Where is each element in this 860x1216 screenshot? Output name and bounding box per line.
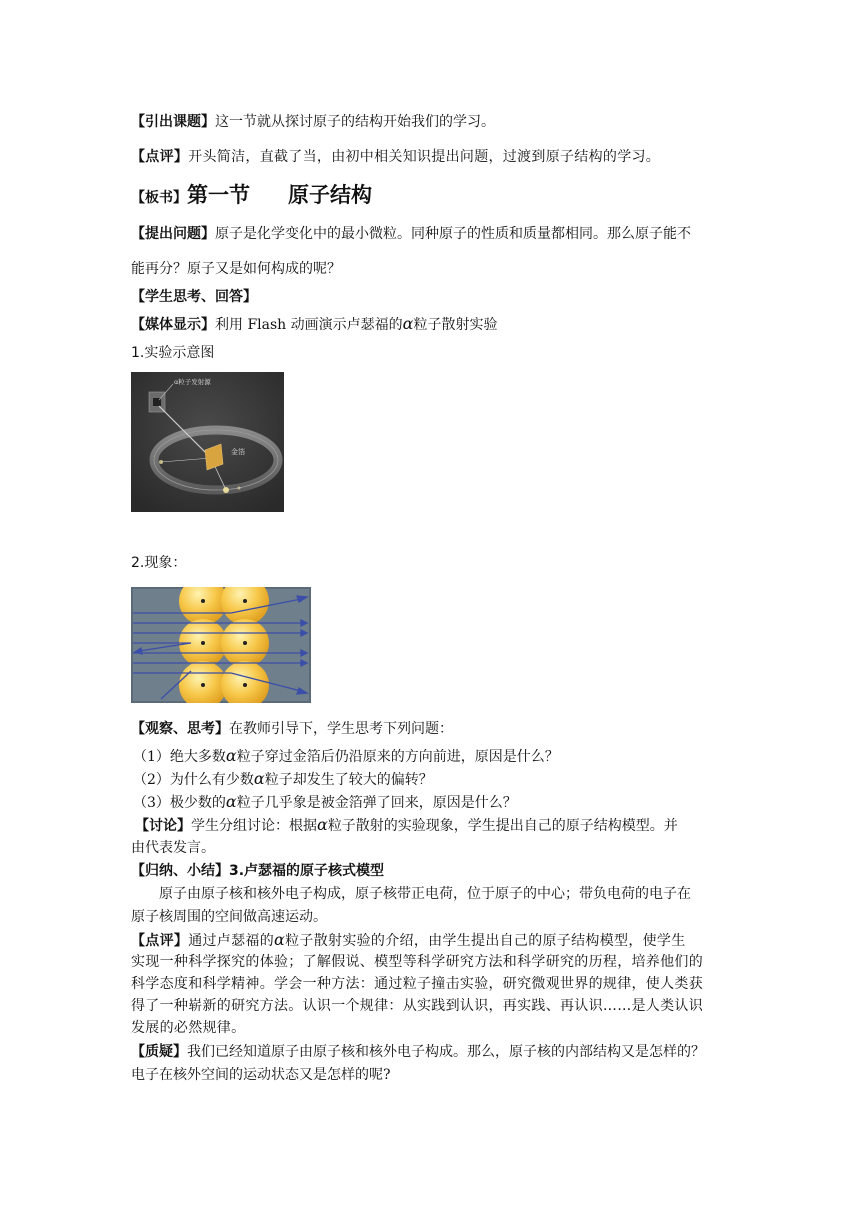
figure-2-caption	[131, 553, 731, 573]
discussion-after: 粒子散射的实验现象，学生提出自己的原子结构模型。并	[327, 818, 678, 834]
summary-heading	[131, 861, 731, 881]
label-board: 【板书】	[131, 190, 187, 206]
student-answer-heading	[131, 287, 731, 307]
discussion-paragraph	[135, 815, 735, 836]
doubt-line-1: 我们已经知道原子由原子核和核外电子构成。那么，原子核的内部结构又是怎样的？	[187, 1044, 705, 1060]
phenomenon-diagram-image	[131, 587, 311, 703]
label-media: 【媒体显示】	[131, 317, 215, 333]
discussion-alpha: α	[317, 815, 328, 834]
label-intro: 【引出课题】	[131, 114, 215, 130]
discussion-before: 学生分组讨论：根据	[191, 818, 317, 834]
label-doubt: 【质疑】	[131, 1044, 187, 1060]
q2-number: （2）	[133, 772, 170, 788]
label-comment-2: 【点评】	[131, 933, 189, 949]
section-title: 原子结构	[288, 183, 372, 207]
label-comment-1: 【点评】	[131, 149, 189, 165]
comment-2-before: 通过卢瑟福的	[188, 933, 275, 949]
comment-paragraph-1	[131, 147, 731, 167]
question-paragraph-line-2	[131, 259, 731, 279]
q1-alpha: α	[225, 746, 237, 765]
figure-1-caption	[131, 343, 731, 363]
foil-label: 金箔	[231, 448, 245, 456]
model-line-1-text: 原子由原子核和核外电子构成，原子核带正电荷，位于原子的中心；带负电荷的电子在	[159, 886, 691, 902]
media-paragraph	[131, 314, 731, 335]
q1-number: （1）	[133, 749, 170, 765]
comment-2-line-5-text: 发展的必然规律。	[131, 1020, 246, 1036]
comment-2-line-5	[131, 1018, 731, 1038]
model-line-2-text: 原子核周围的空间做高速运动。	[131, 909, 327, 925]
q2-alpha: α	[253, 769, 265, 788]
question-line-1: 原子是化学变化中的最小微粒。同种原子的性质和质量都相同。那么原子能不	[215, 226, 691, 242]
intro-paragraph	[131, 112, 731, 132]
figure-2-caption-text: 2.现象：	[131, 555, 187, 571]
question-item-2	[133, 769, 733, 790]
label-discussion: 【讨论】	[135, 818, 191, 834]
label-student-answer: 【学生思考、回答】	[131, 289, 257, 305]
q3-before: 极少数的	[169, 795, 226, 811]
media-text-before: 利用 Flash 动画演示卢瑟福的	[215, 317, 403, 333]
model-line-2	[131, 907, 731, 927]
intro-text: 这一节就从探讨原子的结构开始我们的学习。	[215, 114, 495, 130]
comment-text-1: 开头简洁，直截了当，由初中相关知识提出问题，过渡到原子结构的学习。	[188, 149, 661, 165]
alpha-symbol: α	[402, 314, 414, 333]
question-paragraph	[131, 224, 731, 244]
comment-paragraph-2	[131, 930, 731, 951]
question-line-2: 能再分？原子又是如何构成的呢？	[131, 261, 341, 277]
summary-heading-text: 3.卢瑟福的原子核式模型	[229, 863, 385, 879]
question-item-1	[133, 746, 733, 767]
comment-2-line-3-text: 科学态度和科学精神。学会一种方法：通过粒子撞击实验，研究微观世界的规律，使人类获	[131, 976, 703, 992]
comment-2-alpha: α	[274, 930, 286, 949]
q1-after: 粒子穿过金箔后仍沿原来的方向前进，原因是什么？	[236, 749, 559, 765]
comment-2-line-3	[131, 974, 731, 994]
comment-2-after: 粒子散射实验的介绍，由学生提出自己的原子结构模型，使学生	[285, 933, 686, 949]
discussion-line-2-text: 由代表发言。	[131, 840, 215, 856]
source-label: α粒子发射源	[174, 378, 211, 386]
comment-2-line-4	[131, 996, 731, 1016]
question-item-3	[133, 792, 733, 813]
discussion-line-2	[131, 838, 731, 858]
doubt-line-2-text: 电子在核外空间的运动状态又是怎样的呢?	[131, 1067, 391, 1083]
doubt-line-2	[131, 1065, 731, 1085]
q3-alpha: α	[225, 792, 237, 811]
experiment-diagram-svg	[131, 372, 284, 512]
observe-text: 在教师引导下，学生思考下列问题：	[229, 721, 453, 737]
q3-number: （3）	[133, 795, 170, 811]
section-number: 第一节	[187, 183, 250, 207]
phenomenon-diagram-svg	[131, 587, 311, 703]
q2-before: 为什么有少数	[169, 772, 254, 788]
q3-after: 粒子几乎象是被金箔弹了回来，原因是什么？	[236, 795, 517, 811]
media-text-after: 粒子散射实验	[413, 317, 498, 333]
comment-2-line-2-text: 实现一种科学探究的体验；了解假说、模型等科学研究方法和科学研究的历程，培养他们的	[131, 954, 703, 970]
figure-1-caption-text: 1.实验示意图	[131, 345, 215, 361]
q2-after: 粒子却发生了较大的偏转？	[264, 772, 433, 788]
comment-2-line-2	[131, 952, 731, 972]
experiment-diagram-image	[131, 372, 284, 512]
comment-2-line-4-text: 得了一种崭新的研究方法。认识一个规律：从实践到认识，再实践、再认识……是人类认识	[131, 998, 703, 1014]
board-heading	[131, 180, 731, 213]
label-summary: 【归纳、小结】	[131, 863, 229, 879]
model-line-1	[159, 884, 759, 904]
q1-before: 绝大多数	[169, 749, 226, 765]
observe-paragraph	[131, 719, 731, 739]
label-observe: 【观察、思考】	[131, 721, 229, 737]
label-question: 【提出问题】	[131, 226, 215, 242]
doubt-paragraph	[131, 1042, 731, 1062]
